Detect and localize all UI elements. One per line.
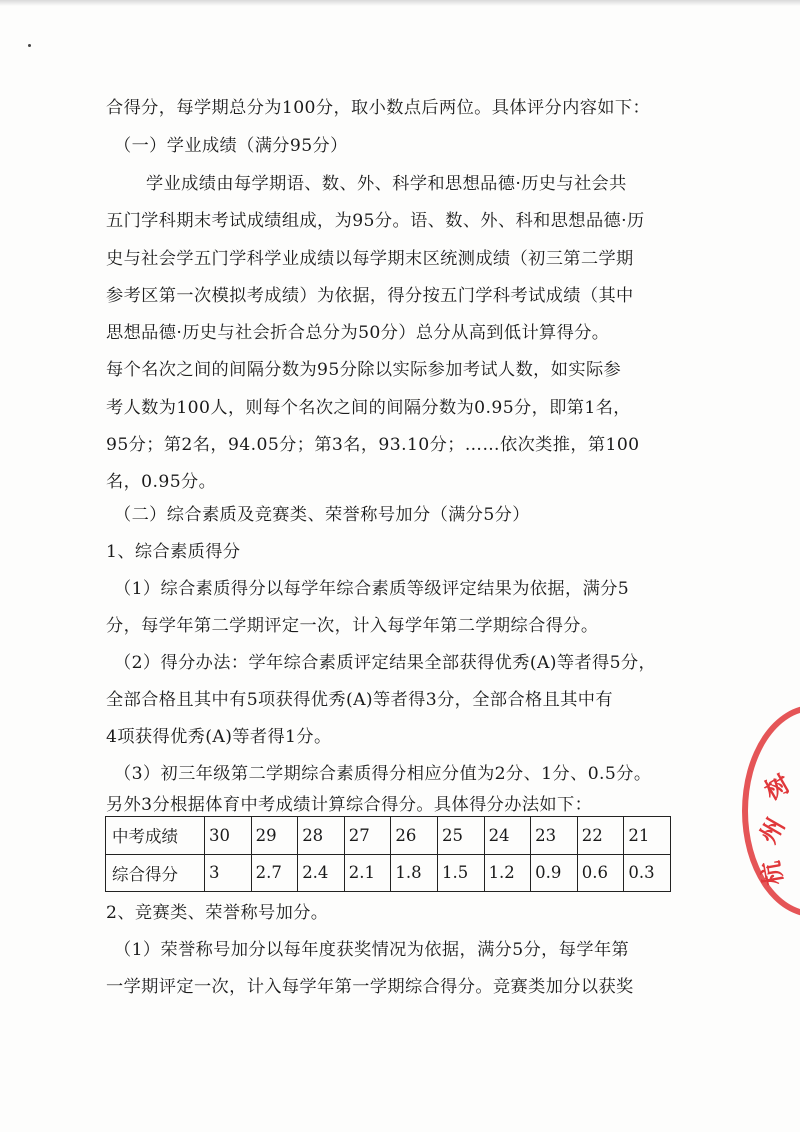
scan-edge: [0, 0, 800, 6]
text-line: 名，0.95分。: [106, 472, 217, 492]
text-line: 每个名次之间的间隔分数为95分除以实际参加考试人数，如实际参: [106, 360, 622, 380]
table-cell: 2.1: [344, 854, 391, 892]
table-cell: 3: [205, 854, 252, 892]
section-heading: （二）综合素质及竞赛类、荣誉称号加分（满分5分）: [114, 505, 530, 525]
text-line: 95分；第2名，94.05分；第3名，93.10分；……依次类推，第100: [106, 435, 640, 455]
table-cell: 1.8: [391, 854, 438, 892]
subsection-heading: 1、综合素质得分: [106, 542, 241, 562]
seal-char: 州: [753, 812, 791, 849]
text-line: 另外3分根据体育中考成绩计算综合得分。具体得分办法如下：: [106, 795, 593, 815]
text-line: 史与社会学五门学科学业成绩以每学期末区统测成绩（初三第二学期: [106, 249, 634, 269]
text-line: 考人数为100人，则每个名次之间的间隔分数为0.95分，即第1名，: [106, 398, 631, 418]
table-row-label: 中考成绩: [106, 817, 205, 855]
text-line: 思想品德·历史与社会折合总分为50分）总分从高到低计算得分。: [106, 323, 610, 343]
table-cell: 29: [251, 817, 298, 855]
table-cell: 26: [391, 817, 438, 855]
table-cell: 22: [577, 817, 624, 855]
table-cell: 0.3: [624, 854, 671, 892]
text-line: （3）初三年级第二学期综合素质得分相应分值为2分、1分、0.5分。: [114, 764, 652, 784]
table-cell: 23: [531, 817, 578, 855]
table-cell: 25: [437, 817, 484, 855]
text-line: 学业成绩由每学期语、数、外、科学和思想品德·历史与社会共: [146, 174, 627, 194]
score-table: [105, 816, 671, 892]
seal-char: 杭: [755, 858, 789, 888]
table-cell: 0.6: [577, 854, 624, 892]
text-line: 参考区第一次模拟考成绩）为依据，得分按五门学科考试成绩（其中: [106, 286, 634, 306]
table-cell: 0.9: [531, 854, 578, 892]
text-line: 五门学科期末考试成绩组成，为95分。语、数、外、科和思想品德·历: [106, 211, 645, 231]
text-line: 4项获得优秀(A)等者得1分。: [106, 727, 332, 747]
table-cell: 27: [344, 817, 391, 855]
text-line: 分，每学年第二学期评定一次，计入每学年第二学期综合得分。: [106, 616, 599, 636]
table-cell: 24: [484, 817, 531, 855]
text-line: （2）得分办法：学年综合素质评定结果全部获得优秀(A)等者得5分，: [114, 653, 657, 673]
table-cell: 21: [624, 817, 671, 855]
table-row: [106, 854, 671, 892]
text-line: 全部合格且其中有5项获得优秀(A)等者得3分，全部合格且其中有: [106, 690, 613, 710]
table-cell: 1.5: [437, 854, 484, 892]
table-cell: 2.7: [251, 854, 298, 892]
text-line: 一学期评定一次，计入每学年第一学期综合得分。竞赛类加分以获奖: [106, 977, 634, 997]
table-cell: 1.2: [484, 854, 531, 892]
section-heading: （一）学业成绩（满分95分）: [114, 136, 348, 156]
table-cell: 2.4: [298, 854, 345, 892]
table-row: [106, 817, 671, 855]
table-cell: 30: [205, 817, 252, 855]
seal-char: 树: [759, 768, 795, 806]
scan-speck: [28, 44, 31, 47]
table-cell: 28: [298, 817, 345, 855]
text-line: 合得分，每学期总分为100分，取小数点后两位。具体评分内容如下：: [106, 98, 651, 118]
table-row-label: 综合得分: [106, 854, 205, 892]
subsection-heading: 2、竞赛类、荣誉称号加分。: [106, 903, 329, 923]
text-line: （1）荣誉称号加分以每年度获奖情况为依据，满分5分，每学年第: [114, 940, 630, 960]
text-line: （1）综合素质得分以每学年综合素质等级评定结果为依据，满分5: [114, 579, 630, 599]
